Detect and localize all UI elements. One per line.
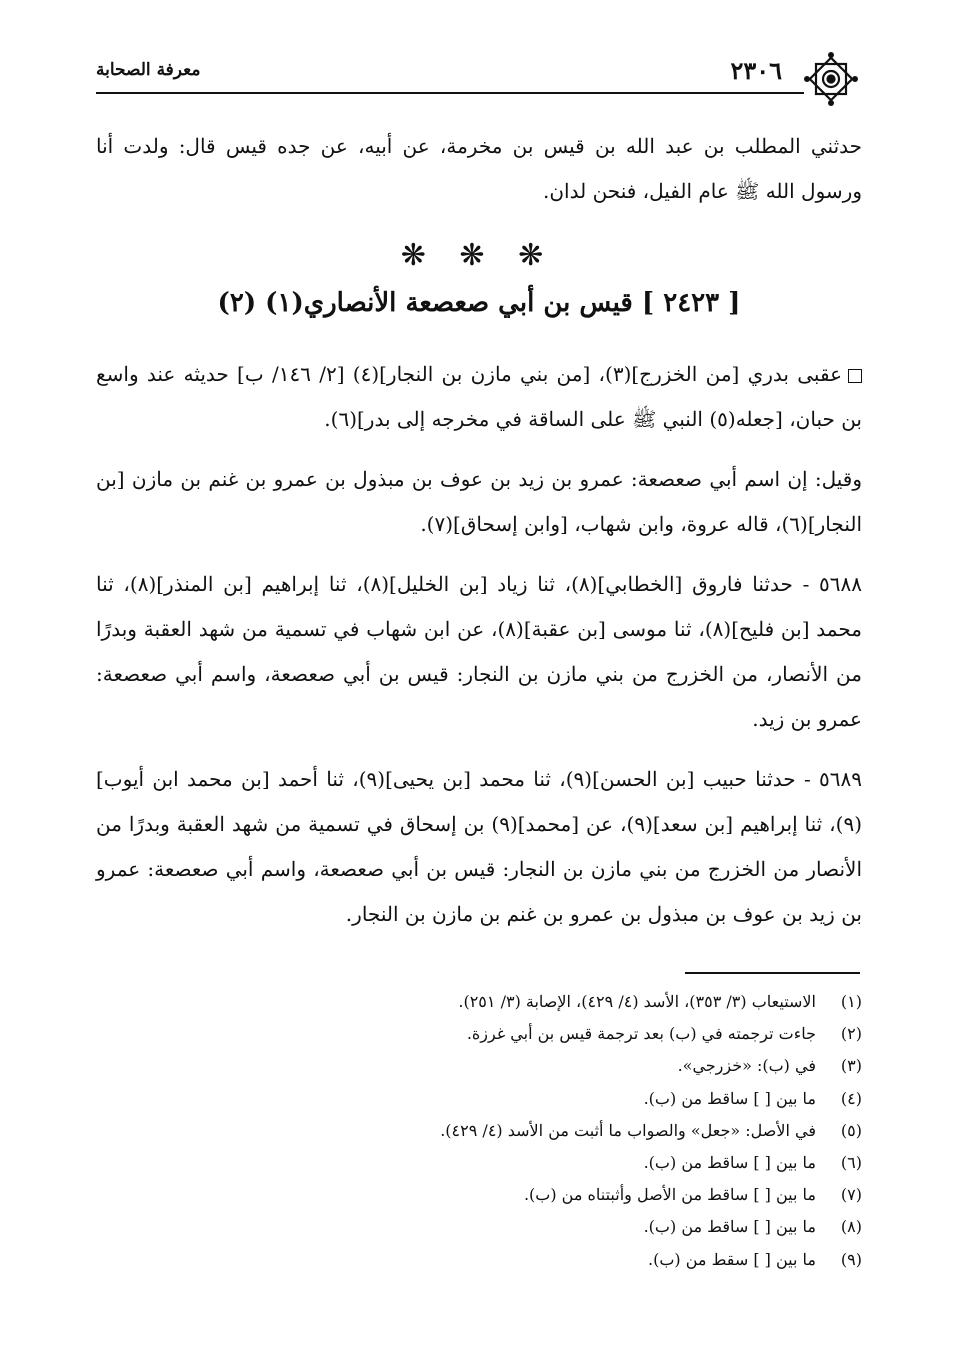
header-divider bbox=[96, 92, 804, 94]
footnote: (١) الاستيعاب (٣/ ٣٥٣)، الأسد (٤/ ٤٢٩)، الإصابة (٣/ ٢٥١). bbox=[458, 992, 862, 1011]
footnote: (٥) في الأصل: «جعل» والصواب ما أثبت من الأسد (٤/ ٤٢٩). bbox=[440, 1120, 862, 1140]
footnote: (٨) ما بين [ ] ساقط من (ب). bbox=[643, 1217, 862, 1237]
footnote: (٤) ما بين [ ] ساقط من (ب). bbox=[643, 1088, 862, 1108]
continuation-text bbox=[96, 124, 862, 229]
page-number: ٢٣٠٦ bbox=[730, 56, 782, 85]
entry-body bbox=[96, 352, 862, 952]
footnote: (٦) ما بين [ ] ساقط من (ب). bbox=[643, 1153, 862, 1173]
paragraph: وقيل: إن اسم أبي صعصعة: عمرو بن زيد بن عوف بن مبذول بن عمرو بن غنم بن مازن [بن النجار](٦)، قاله عروة، وابن شهاب، [وابن إسحاق](٧). bbox=[96, 467, 862, 536]
hadith-paragraph: ٥٦٨٨ - حدثنا فاروق [الخطابي](٨)، ثنا زياد [بن الخليل](٨)، ثنا إبراهيم [بن المنذر](٨)، ثنا محمد [بن فليح](٨)، ثنا موسى [بن عقبة](٨)، عن ابن شهاب في تسمية من شهد العقبة وبدرًا من الأنصار، من الخزرج من بني مازن بن النجار: قيس بن أبي صعصعة، واسم أبي صعصعة: عمرو بن زيد. bbox=[96, 572, 863, 731]
entry-heading: [ ٢٤٢٣ ] قيس بن أبي صعصعة الأنصاري(١) (٢) bbox=[217, 288, 741, 318]
ornament-icon bbox=[802, 50, 860, 108]
running-title: معرفة الصحابة bbox=[96, 60, 201, 80]
running-header bbox=[96, 52, 856, 92]
hadith-paragraph: ٥٦٨٩ - حدثنا حبيب [بن الحسن](٩)، ثنا محمد [بن يحيى](٩)، ثنا أحمد [بن محمد ابن أيوب](٩)، ثنا إبراهيم [بن سعد](٩)، عن [محمد](٩) بن إسحاق في تسمية من شهد العقبة وبدرًا من الأنصار من الخزرج من بني مازن بن النجار: قيس بن أبي صعصعة، واسم أبي صعصعة: عمرو بن زيد بن عوف بن مبذول بن عمرو بن غنم بن مازن بن النجار. bbox=[96, 767, 863, 926]
square-bullet-icon bbox=[848, 369, 862, 383]
footnote-divider bbox=[685, 972, 860, 974]
footnotes bbox=[96, 986, 862, 1276]
footnote: (٣) في (ب): «خزرجي». bbox=[677, 1056, 862, 1076]
paragraph: عقبى بدري [من الخزرج](٣)، [من بني مازن بن النجار](٤) [٢/ ١٤٦/ ب] حديثه عند واسع بن حبان، [جعله(٥) النبي ﷺ على الساقة في مخرجه إلى بدر](٦). bbox=[96, 362, 862, 431]
footnote: (٩) ما بين [ ] سقط من (ب). bbox=[648, 1249, 862, 1269]
paragraph: حدثني المطلب بن عبد الله بن قيس بن مخرمة، عن أبيه، عن جده قيس قال: ولدت أنا ورسول الله ﷺ عام الفيل، فنحن لدان. bbox=[96, 134, 862, 203]
footnote: (٧) ما بين [ ] ساقط من الأصل وأثبتناه من (ب). bbox=[523, 1185, 862, 1205]
footnote: (٢) جاءت ترجمته في (ب) بعد ترجمة قيس بن أبي غرزة. bbox=[466, 1024, 862, 1044]
section-separator: ❋ ❋ ❋ bbox=[400, 238, 556, 273]
